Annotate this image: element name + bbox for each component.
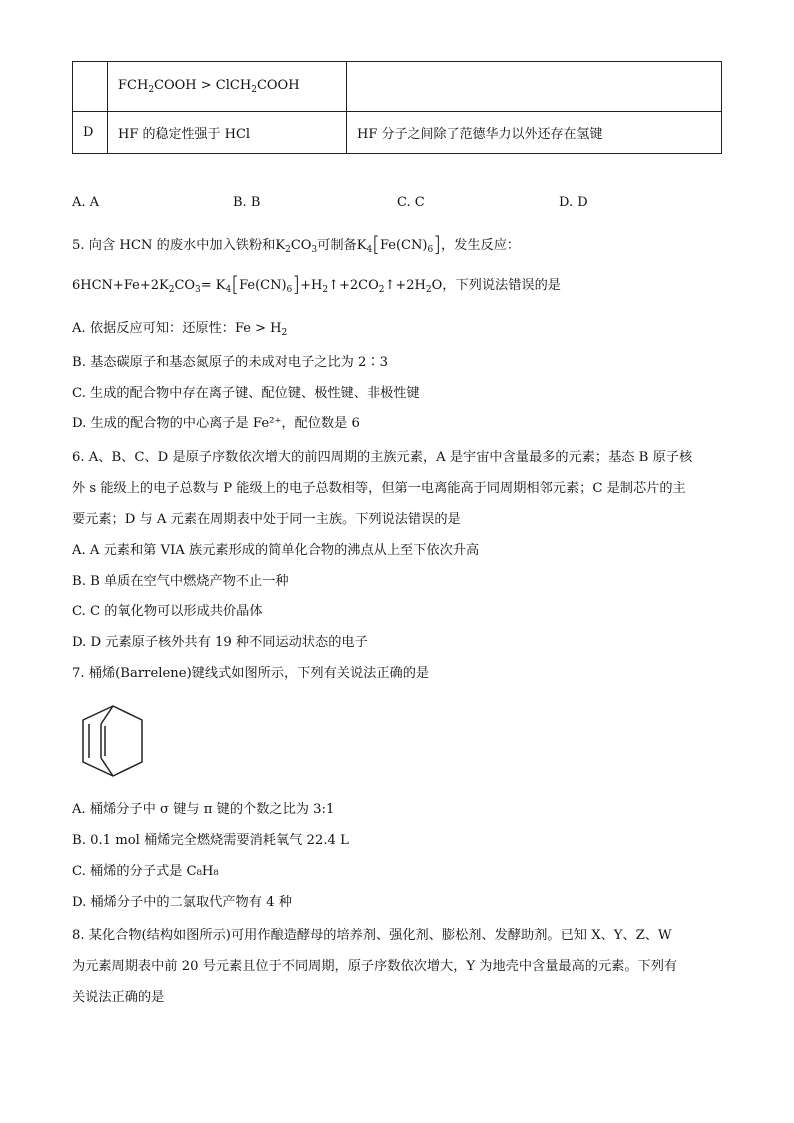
q6-stem-line-1: 6. A、B、C、D 是原子序数依次增大的前四周期的主族元素，A 是宇宙中含量最多的元素；基态 B 原子核 xyxy=(72,450,693,465)
table-cell-label xyxy=(73,62,108,112)
q5-option-c: C. 生成的配合物中存在离子键、配位键、极性键、非极性键 xyxy=(72,386,420,401)
table-cell-fact: $FCH_2COOH$ > ClCH$_2$COOH xyxy=(108,62,347,112)
q5-option-b: B. 基态碳原子和基态氮原子的未成对电子之比为 2∶3 xyxy=(72,355,388,370)
q7-option-d: D. 桶烯分子中的二氯取代产物有 4 种 xyxy=(72,895,292,910)
table-cell-explanation xyxy=(347,62,722,112)
options-table xyxy=(72,61,722,154)
q4-option-a: A. A xyxy=(72,195,100,210)
q5-option-a: A. 依据反应可知：还原性：$Fe > H_2$ xyxy=(72,321,288,338)
q4-option-d: D. D xyxy=(559,195,588,210)
q6-option-b: B. B 单质在空气中燃烧产物不止一种 xyxy=(72,574,289,589)
table-cell-fact: HF 的稳定性强于 HCl xyxy=(108,112,347,154)
q7-option-a: A. 桶烯分子中 σ 键与 π 键的个数之比为 3:1 xyxy=(72,802,335,817)
q4-option-c: C. C xyxy=(397,195,425,210)
q8-stem-line-2: 为元素周期表中前 20 号元素且位于不同周期，原子序数依次增大，Y 为地壳中含量最高的元素。下列有 xyxy=(72,959,678,974)
q7-option-c: C. 桶烯的分子式是 C₈H₈ xyxy=(72,864,219,879)
q5-stem: 5. 向含 HCN 的废水中加入铁粉和$K_2CO_3$可制备$K_4[Fe(CN)_6]$，发生反应： xyxy=(72,232,521,256)
q6-stem-line-2: 外 s 能级上的电子总数与 P 能级上的电子总数相等，但第一电离能高于同周期相邻元素；C 是制芯片的主 xyxy=(72,481,686,496)
table-cell-label: D xyxy=(73,112,108,154)
barrelene-structure-diagram xyxy=(74,700,150,782)
table-row xyxy=(73,62,722,112)
q7-option-b: B. 0.1 mol 桶烯完全燃烧需要消耗氧气 22.4 L xyxy=(72,833,349,848)
table-cell-explanation: HF 分子之间除了范德华力以外还存在氢键 xyxy=(347,112,722,154)
q6-stem-line-3: 要元素；D 与 A 元素在周期表中处于同一主族。下列说法错误的是 xyxy=(72,512,461,527)
q6-option-a: A. A 元素和第 VIA 族元素形成的简单化合物的沸点从上至下依次升高 xyxy=(72,543,480,558)
q5-option-d: D. 生成的配合物的中心离子是 Fe²⁺，配位数是 6 xyxy=(72,416,360,431)
q5-equation: $6HCN+Fe+2K_2CO_3=$ $K_4[Fe(CN)_6]+H_2↑+2CO_2↑+2H_2O$，下列说法错误的是 xyxy=(72,272,561,296)
q7-stem: 7. 桶烯(Barrelene)键线式如图所示，下列有关说法正确的是 xyxy=(72,666,430,681)
q8-stem-line-1: 8. 某化合物(结构如图所示)可用作酿造酵母的培养剂、强化剂、膨松剂、发酵助剂。已知 X、Y、Z、W xyxy=(72,928,672,943)
q4-option-b: B. B xyxy=(233,195,261,210)
table-row xyxy=(73,112,722,154)
q8-stem-line-3: 关说法正确的是 xyxy=(72,990,165,1005)
q6-option-d: D. D 元素原子核外共有 19 种不同运动状态的电子 xyxy=(72,635,368,650)
q6-option-c: C. C 的氧化物可以形成共价晶体 xyxy=(72,604,263,619)
